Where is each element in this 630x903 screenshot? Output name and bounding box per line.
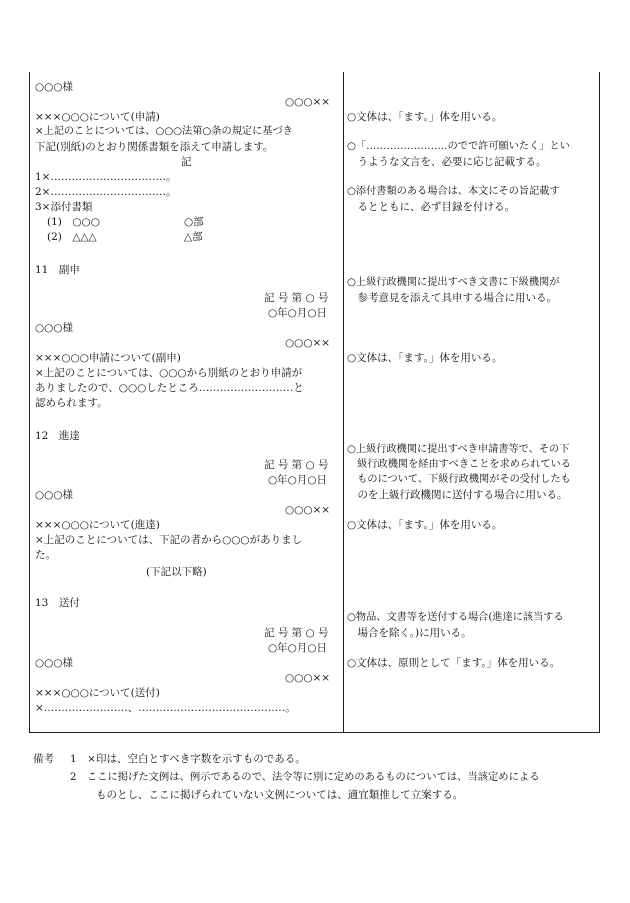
note: ○文体は、「ます。」体を用いる。 — [347, 519, 503, 531]
list-item: 3×添付書類 — [35, 201, 93, 213]
addressee: ○○○様 — [35, 322, 73, 334]
note: 参考意見を添えて具申する場合に用いる。 — [347, 292, 557, 304]
remarks-label: 備考 — [33, 753, 54, 765]
body-line: 下記(別紙)のとおり関係書類を添えて申請します。 — [35, 141, 274, 153]
remark-item: ものとし、ここに掲げられていない文例については、適宜類推して立案する。 — [96, 789, 464, 801]
note: ○上級行政機関に提出すべき申請書等で、その下 — [347, 444, 570, 455]
body-line: ×上記のことについては、○○○から別紙のとおり申請が — [35, 367, 303, 379]
note: ○上級行政機関に提出すべき文書に下級機関が — [347, 277, 560, 288]
sender: ○○○×× — [285, 337, 331, 349]
subject: ×××○○○申請について(副申) — [35, 352, 181, 364]
sender: ○○○×× — [285, 672, 331, 684]
subject: ×××○○○について(送付) — [35, 687, 160, 699]
note: ○文体は、「ます。」体を用いる。 — [347, 111, 503, 123]
section-heading: 13 送付 — [35, 597, 80, 609]
addressee: ○○○様 — [35, 489, 73, 501]
sub-item-count: △部 — [184, 231, 203, 243]
body-line: ありましたので、○○○したところ………………………と — [35, 382, 304, 394]
body-line: た。 — [35, 549, 56, 561]
doc-date: ○年○月○日 — [268, 307, 327, 319]
note: ○文体は、原則として「ます。」体を用いる。 — [347, 657, 561, 669]
note: るとともに、必ず目録を付ける。 — [347, 201, 515, 213]
sub-item-label: (1) ○○○ — [47, 216, 100, 228]
body-line: ×上記のことについては、下記の者から○○○がありまし — [35, 534, 303, 546]
section-heading: 12 進達 — [35, 430, 80, 442]
note: ○「……………………のでで許可願いたく」とい — [347, 141, 570, 152]
list-item: 1×……………………………。 — [35, 171, 177, 183]
doc-date: ○年○月○日 — [268, 642, 327, 654]
subject: ×××○○○について(申請) — [35, 111, 160, 123]
note: のを上級行政機関に送付する場合に用いる。 — [347, 489, 568, 501]
column-divider — [343, 72, 344, 733]
addressee: ○○○様 — [35, 81, 73, 93]
body-line: ×上記のことについては、○○○法第○条の規定に基づき — [35, 126, 293, 137]
sender: ○○○×× — [285, 96, 331, 108]
body-line: ×……………………、……………………………………。 — [35, 702, 296, 714]
remark-item: 2 ここに掲げた文例は、例示であるので、法令等に別に定めのあるものについては、当該定めによる — [70, 771, 540, 783]
note: ○添付書類のある場合は、本文にその旨記載す — [347, 186, 560, 197]
doc-number: 記 号 第 ○ 号 — [264, 627, 329, 639]
sub-item-count: ○部 — [184, 216, 204, 228]
doc-number: 記 号 第 ○ 号 — [264, 292, 329, 304]
section-heading: 11 副申 — [35, 264, 80, 276]
note: 場合を除く。)に用いる。 — [347, 627, 472, 639]
sender: ○○○×× — [285, 504, 331, 516]
ki-heading: 記 — [181, 156, 192, 168]
remark-item: 1 ×印は、空白とすべき字数を示すものである。 — [70, 753, 306, 765]
note: ものについて、下級行政機関がその受付したも — [347, 474, 571, 485]
doc-date: ○年○月○日 — [268, 474, 327, 486]
note: ○文体は、「ます。」体を用いる。 — [347, 352, 503, 364]
addressee: ○○○様 — [35, 657, 73, 669]
body-line: 認められます。 — [35, 397, 108, 409]
omitted-note: (下記以下略) — [146, 566, 207, 578]
note: ○物品、文書等を送付する場合(進達に該当する — [347, 612, 564, 623]
note: うような文言を、必要に応じ記載する。 — [347, 156, 547, 168]
sub-item-label: (2) △△△ — [47, 231, 97, 243]
note: 級行政機関を経由すべきことを求められている — [347, 459, 571, 470]
list-item: 2×……………………………。 — [35, 186, 177, 198]
doc-number: 記 号 第 ○ 号 — [264, 459, 329, 471]
subject: ×××○○○について(進達) — [35, 519, 160, 531]
